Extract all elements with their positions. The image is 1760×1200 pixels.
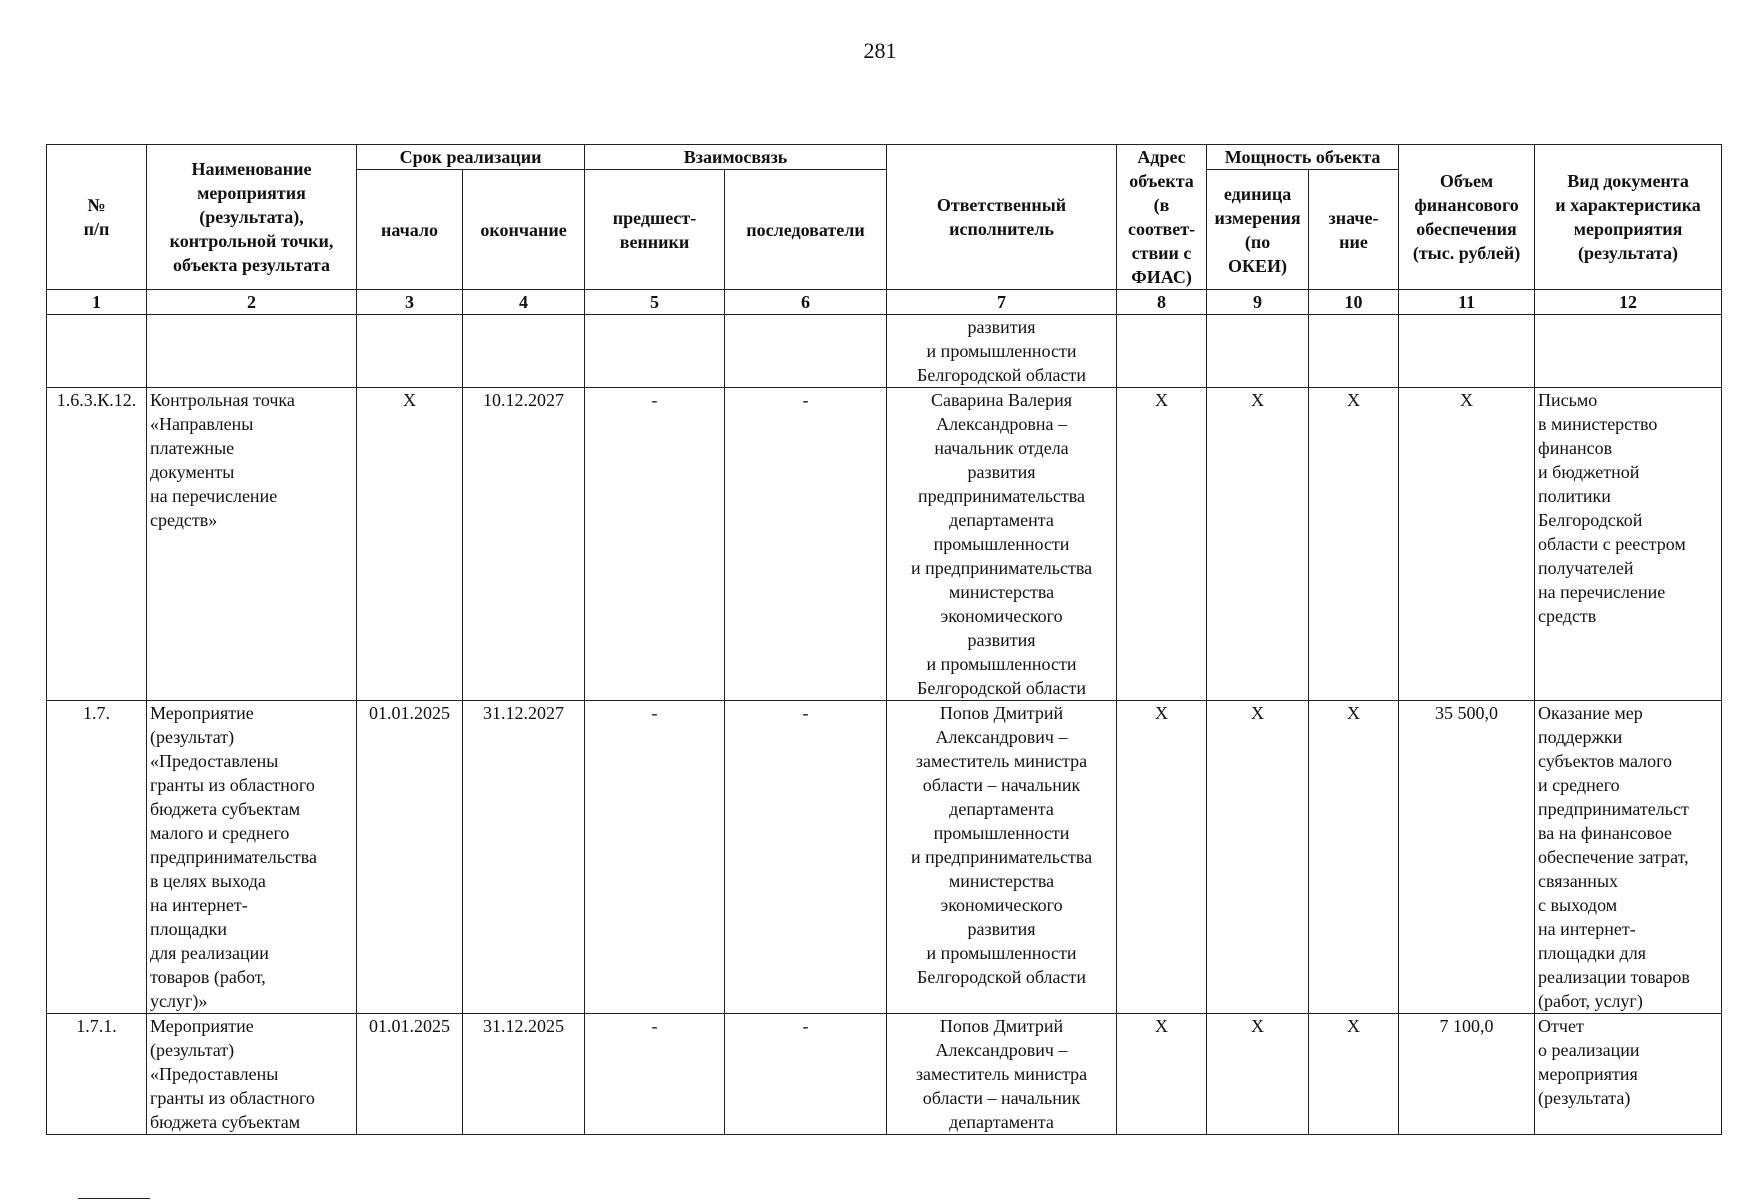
- row-name: Мероприятие (результат) «Предоставлены гранты из областного бюджета субъектам малого и среднего предпринимательства в целях выхода на интернет- площадки для реализации товаров (работ, услуг)»: [147, 701, 357, 1014]
- header-value: значе- ние: [1309, 170, 1399, 290]
- row-value: [1309, 315, 1399, 388]
- row-number: 1.7.: [47, 701, 147, 1014]
- column-number: 3: [357, 290, 463, 315]
- row-value: X: [1309, 701, 1399, 1014]
- row-number: [47, 315, 147, 388]
- row-responsible: Саварина Валерия Александровна – начальник отдела развития предпринимательства департамента промышленности и предпринимательства министерства экономического развития и промышленности Белгородской области: [887, 388, 1117, 701]
- header-successors: последователи: [725, 170, 887, 290]
- row-doc: Письмо в министерство финансов и бюджетной политики Белгородской области с реестром получателей на перечисление средств: [1535, 388, 1722, 701]
- row-end: 31.12.2025: [463, 1014, 585, 1135]
- header-period: Срок реализации: [357, 145, 585, 170]
- row-start: [357, 315, 463, 388]
- row-value: X: [1309, 1014, 1399, 1135]
- activities-table: [46, 144, 1722, 1135]
- header-capacity: Мощность объекта: [1207, 145, 1399, 170]
- row-number: 1.6.3.К.12.: [47, 388, 147, 701]
- header-link: Взаимосвязь: [585, 145, 887, 170]
- header-num: № п/п: [47, 145, 147, 290]
- row-unit: [1207, 315, 1309, 388]
- row-funding: 35 500,0: [1399, 701, 1535, 1014]
- row-predecessors: -: [585, 1014, 725, 1135]
- row-name: [147, 315, 357, 388]
- header-responsible: Ответственный исполнитель: [887, 145, 1117, 290]
- row-responsible: Попов Дмитрий Александрович – заместитель министра области – начальник департамента: [887, 1014, 1117, 1135]
- row-unit: X: [1207, 701, 1309, 1014]
- row-end: 10.12.2027: [463, 388, 585, 701]
- row-address: X: [1117, 701, 1207, 1014]
- row-funding: 7 100,0: [1399, 1014, 1535, 1135]
- row-successors: -: [725, 701, 887, 1014]
- row-successors: -: [725, 388, 887, 701]
- row-end: [463, 315, 585, 388]
- table-row: [47, 1014, 1722, 1135]
- row-start: X: [357, 388, 463, 701]
- row-address: X: [1117, 388, 1207, 701]
- row-predecessors: -: [585, 388, 725, 701]
- table-row: [47, 701, 1722, 1014]
- page-number: 281: [863, 38, 897, 63]
- row-start: 01.01.2025: [357, 701, 463, 1014]
- row-end: 31.12.2027: [463, 701, 585, 1014]
- row-funding: [1399, 315, 1535, 388]
- row-successors: [725, 315, 887, 388]
- column-numbers-row: [47, 290, 1722, 315]
- row-unit: X: [1207, 1014, 1309, 1135]
- column-number: 1: [47, 290, 147, 315]
- column-number: 2: [147, 290, 357, 315]
- column-number: 6: [725, 290, 887, 315]
- column-number: 10: [1309, 290, 1399, 315]
- column-number: 12: [1535, 290, 1722, 315]
- header-predecessors: предшест- венники: [585, 170, 725, 290]
- row-doc: Отчет о реализации мероприятия (результата): [1535, 1014, 1722, 1135]
- row-number: 1.7.1.: [47, 1014, 147, 1135]
- header-doc: Вид документа и характеристика мероприятия (результата): [1535, 145, 1722, 290]
- table-row: [47, 388, 1722, 701]
- row-predecessors: -: [585, 701, 725, 1014]
- row-name: Мероприятие (результат) «Предоставлены гранты из областного бюджета субъектам: [147, 1014, 357, 1135]
- row-responsible: Попов Дмитрий Александрович – заместитель министра области – начальник департамента промышленности и предпринимательства министерства экономического развития и промышленности Белгородской области: [887, 701, 1117, 1014]
- column-number: 9: [1207, 290, 1309, 315]
- footnote-separator: [78, 1198, 150, 1199]
- header-name: Наименование мероприятия (результата), контрольной точки, объекта результата: [147, 145, 357, 290]
- row-address: X: [1117, 1014, 1207, 1135]
- row-address: [1117, 315, 1207, 388]
- row-doc: Оказание мер поддержки субъектов малого и среднего предпринимательст ва на финансовое обеспечение затрат, связанных с выходом на интернет- площадки для реализации товаров (работ, услуг): [1535, 701, 1722, 1014]
- row-responsible: развития и промышленности Белгородской области: [887, 315, 1117, 388]
- row-unit: X: [1207, 388, 1309, 701]
- header-end: окончание: [463, 170, 585, 290]
- column-number: 4: [463, 290, 585, 315]
- header-start: начало: [357, 170, 463, 290]
- column-number: 8: [1117, 290, 1207, 315]
- column-number: 7: [887, 290, 1117, 315]
- row-doc: [1535, 315, 1722, 388]
- row-funding: X: [1399, 388, 1535, 701]
- header-address: Адрес объекта (в соответ- ствии с ФИАС): [1117, 145, 1207, 290]
- row-value: X: [1309, 388, 1399, 701]
- row-predecessors: [585, 315, 725, 388]
- row-name: Контрольная точка «Направлены платежные документы на перечисление средств»: [147, 388, 357, 701]
- column-number: 5: [585, 290, 725, 315]
- header-unit: единица измерения (по ОКЕИ): [1207, 170, 1309, 290]
- row-start: 01.01.2025: [357, 1014, 463, 1135]
- column-number: 11: [1399, 290, 1535, 315]
- header-funding: Объем финансового обеспечения (тыс. рублей): [1399, 145, 1535, 290]
- table-row: [47, 315, 1722, 388]
- row-successors: -: [725, 1014, 887, 1135]
